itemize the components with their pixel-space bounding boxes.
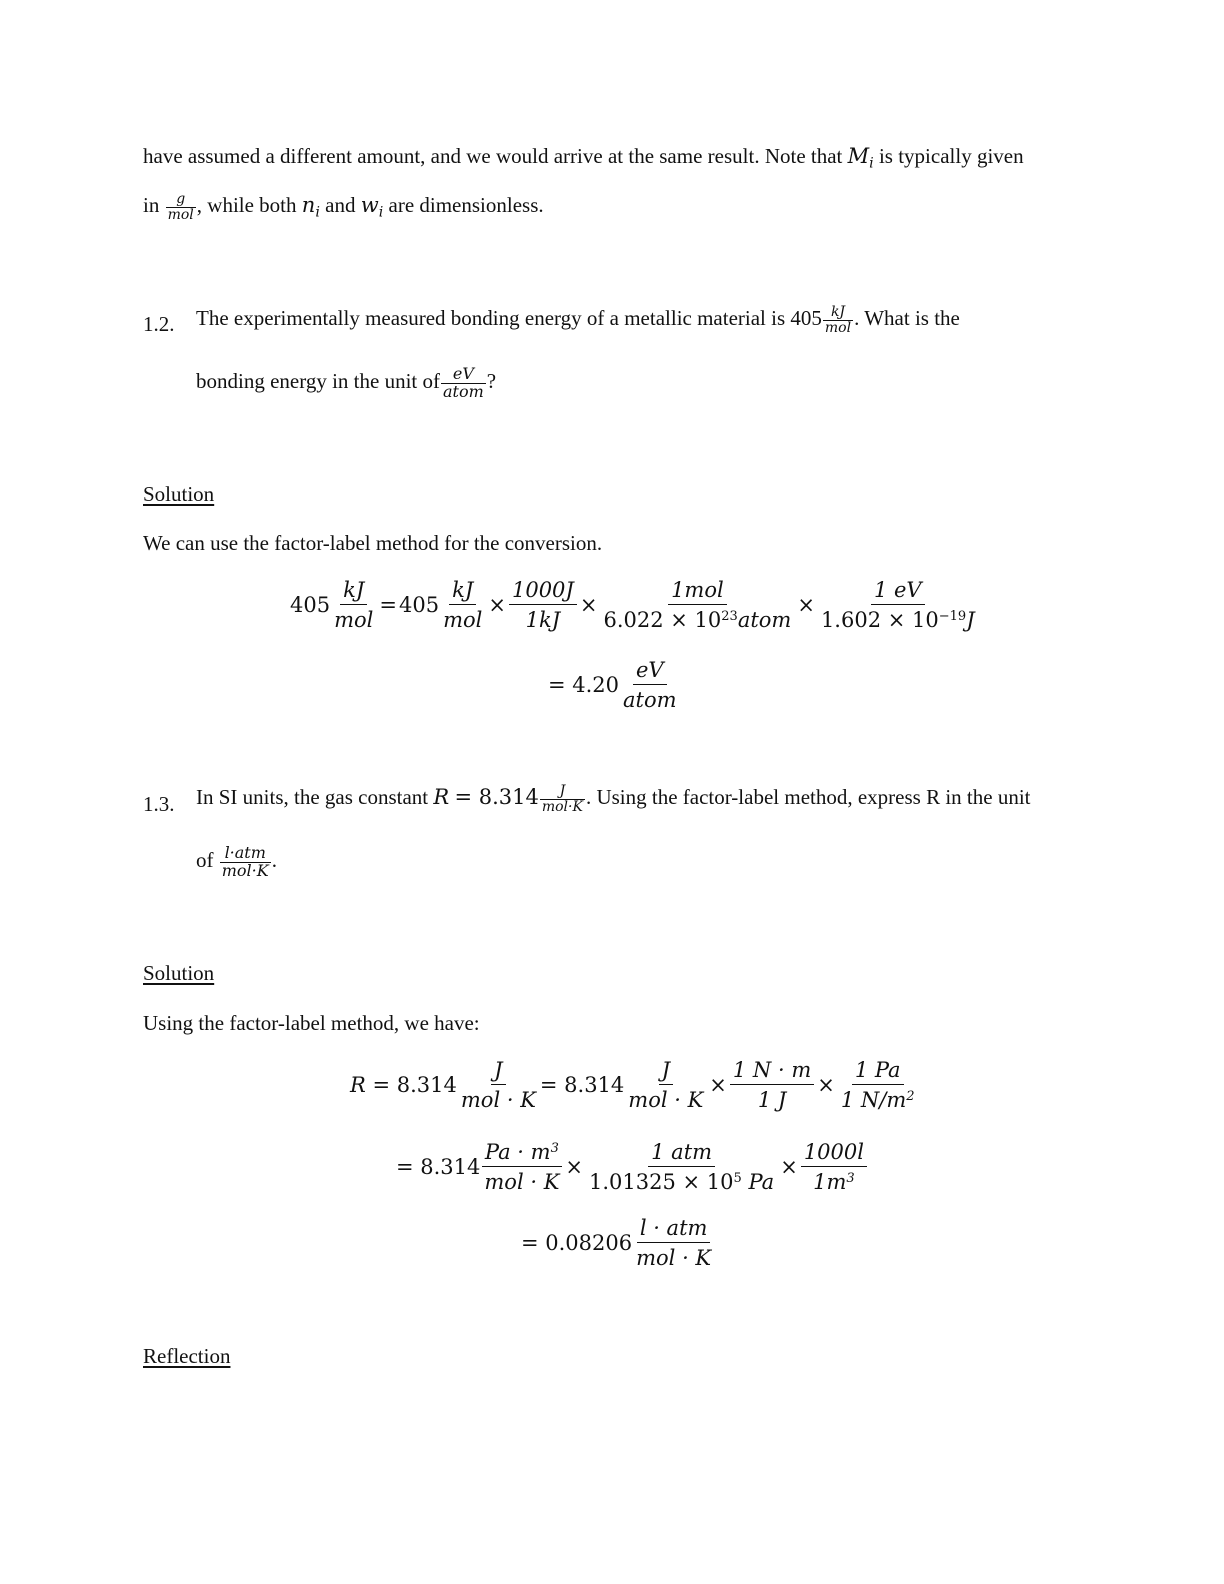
frac-kj-mol: kJ mol <box>334 578 374 633</box>
solution-heading-2: Solution <box>143 961 215 985</box>
eq-coef-2: = 8.314 <box>539 1073 625 1098</box>
solution-2-text: Using the factor-label method, we have: <box>143 1011 480 1035</box>
r-value: = 8.314 <box>454 785 539 809</box>
intro-mid: , while both <box>196 193 297 217</box>
unit-g-per-mol: g mol <box>167 191 194 223</box>
intro-line-2 <box>143 192 544 222</box>
intro-text: have assumed a different amount, and we would arrive at the same result. Note that <box>143 144 843 168</box>
intro-and: and <box>325 193 356 217</box>
problem-1-2-qmark: ? <box>486 369 497 394</box>
unit-ev-per-atom: eV atom <box>443 364 484 401</box>
solution-1-text: We can use the factor-label method for the conversion. <box>143 531 603 555</box>
frac-1000j-1kj: $\frac{1000J}{1kJ}$ <box>509 578 577 632</box>
unit-latm-per-molk: l·atm mol·K <box>221 843 269 880</box>
frac-kj-mol-2: kJ mol <box>443 578 483 633</box>
problem-1-3-line-1 <box>196 784 1031 814</box>
problem-1-3-line-2 <box>196 845 277 880</box>
problem-1-2-text-end: . What is the <box>854 306 960 330</box>
unit-kj-per-mol: kJ mol <box>824 304 852 336</box>
frac-atm-pa: 1 atm $1.01325 \times 10^5$ Pa <box>589 1140 775 1195</box>
problem-1-3-period: . <box>271 848 277 873</box>
frac-nm-j: $\frac{1 N \cdot m}{1 J}$ <box>730 1058 814 1112</box>
frac-pam3-molk: $Pa \cdot m^3$ mol · K <box>481 1140 562 1194</box>
unit-j-per-molk: J mol·K <box>541 783 583 815</box>
var-w: $w_i$ <box>360 193 384 221</box>
eq-times: × <box>709 1073 727 1098</box>
eq-coef: 405 <box>290 593 331 618</box>
problem-1-2-number: 1.2. <box>143 312 175 336</box>
eq-times-2: × <box>780 1155 798 1180</box>
frac-j-molk-2: J mol · K <box>628 1058 704 1113</box>
eq-times: × <box>488 593 506 618</box>
eq-times-2: × <box>817 1073 835 1098</box>
eq-r: R <box>350 1073 366 1098</box>
var-R: R <box>433 785 450 809</box>
frac-latm-molk: l · atm mol · K <box>636 1216 712 1271</box>
frac-ev-joule: $\frac{1 eV}{1.602 \times 10^{-19}J}$ <box>820 578 975 633</box>
eq-times-2: × <box>579 593 598 618</box>
eq-times: × <box>565 1155 583 1180</box>
problem-1-3-text-end: . Using the factor-label method, express R in the unit <box>585 785 1031 809</box>
eq-coef: = 8.314 <box>396 1155 481 1180</box>
eq-coef-2: 405 <box>398 593 440 618</box>
problem-1-2-line-1 <box>196 305 960 335</box>
frac-pa-nm2: $\frac{1 Pa}{1 N/m^2}$ <box>840 1058 915 1113</box>
problem-1-2-text: The experimentally measured bonding energy of a metallic material is 405 <box>196 306 822 330</box>
var-n: $n_i$ <box>301 193 320 221</box>
frac-1000l-m3: $\frac{1000l}{1m^3}$ <box>801 1140 867 1194</box>
equation-1-3-a <box>350 1058 919 1112</box>
equation-1-3-c <box>521 1216 715 1270</box>
equation-1-2-a <box>290 578 979 632</box>
eq-coef: = 8.314 <box>372 1073 457 1098</box>
equation-1-2-b <box>548 658 681 712</box>
eq-equals: = <box>379 593 397 618</box>
solution-heading-1: Solution <box>143 482 215 506</box>
problem-1-3-number: 1.3. <box>143 792 175 816</box>
frac-ev-atom: eV atom <box>623 658 677 713</box>
frac-j-molk: J mol · K <box>460 1058 536 1113</box>
intro-in: in <box>143 193 160 217</box>
eq-result: = 0.08206 <box>521 1231 633 1256</box>
problem-1-3-text: In SI units, the gas constant <box>196 785 429 809</box>
problem-1-2-line-2 <box>196 366 496 401</box>
reflection-heading: Reflection <box>143 1344 231 1368</box>
equation-1-3-b <box>396 1140 868 1194</box>
var-M: $M_i$ <box>847 144 874 172</box>
eq-times-3: × <box>797 593 815 618</box>
problem-1-3-of: of <box>196 848 214 873</box>
frac-1mol-avogadro: 1mol $6.022 \times 10^{23}atom$ <box>603 578 792 633</box>
intro-text-end: is typically given <box>878 144 1024 168</box>
intro-line-1 <box>143 146 1024 171</box>
problem-1-2-text-2: bonding energy in the unit of <box>196 369 440 394</box>
intro-end: are dimensionless. <box>388 193 544 217</box>
eq-result: = 4.20 <box>548 673 620 698</box>
